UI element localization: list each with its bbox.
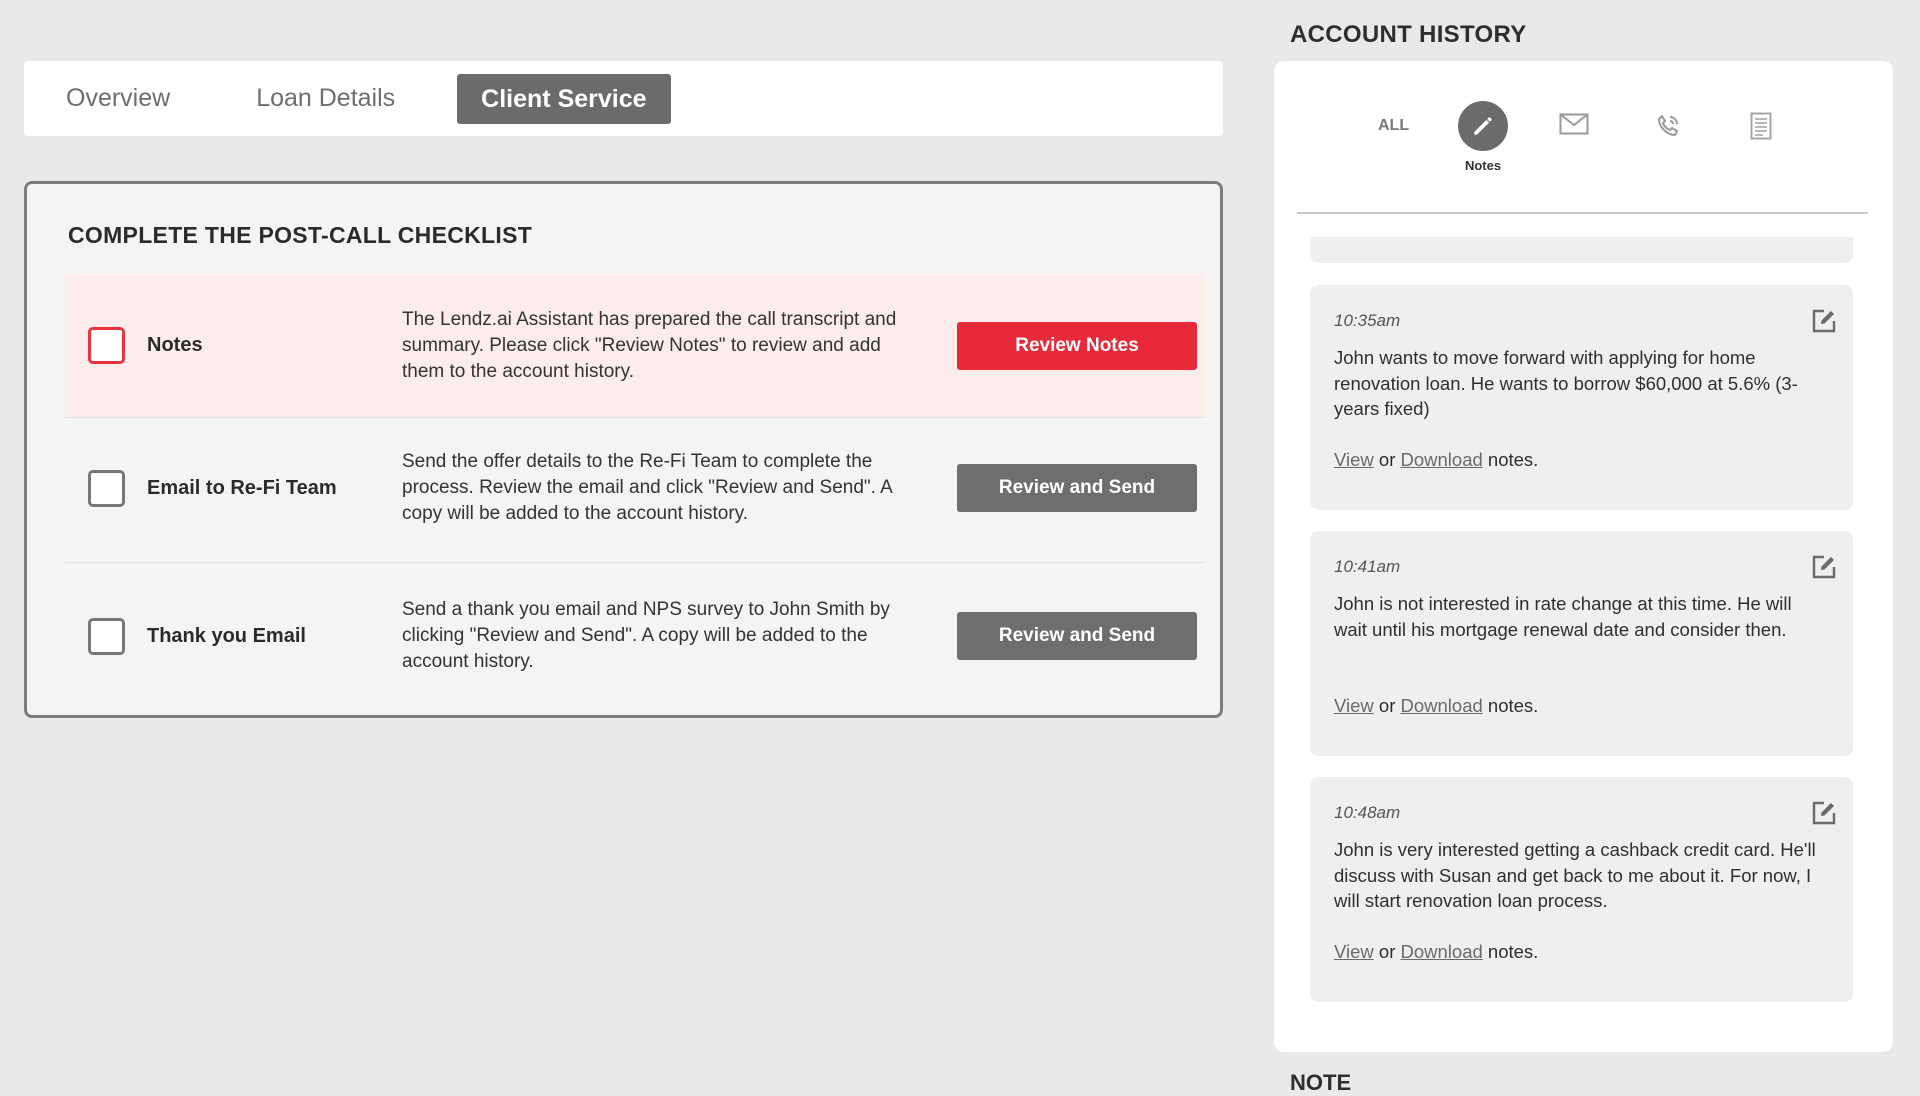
note-text: John is very interested getting a cashback credit card. He'll discuss with Susan and get back to me about it. For now, I will start renovation loan process. — [1334, 839, 1816, 911]
notes-suffix: notes. — [1487, 941, 1539, 962]
checklist-title: COMPLETE THE POST-CALL CHECKLIST — [68, 222, 533, 248]
note-links — [1334, 449, 1538, 471]
review-notes-button[interactable]: Review Notes — [957, 322, 1197, 370]
mail-icon[interactable] — [1559, 113, 1589, 135]
checklist-item-notes — [65, 274, 1205, 417]
note-history-heading-partial: NOTE — [1290, 1070, 1352, 1095]
history-card-partial — [1310, 237, 1853, 263]
or-text: or — [1378, 941, 1396, 962]
history-note-card — [1310, 531, 1853, 756]
edit-icon[interactable] — [1810, 553, 1838, 581]
view-link[interactable]: View — [1334, 941, 1374, 962]
email-refi-checkbox[interactable] — [88, 470, 125, 507]
pencil-icon — [1458, 101, 1508, 151]
filter-all[interactable]: ALL — [1378, 117, 1410, 134]
review-and-send-refi-button[interactable]: Review and Send — [957, 464, 1197, 512]
checklist-item-label: Notes — [147, 334, 203, 356]
notes-suffix: notes. — [1487, 449, 1539, 470]
notes-checkbox[interactable] — [88, 327, 125, 364]
document-icon[interactable] — [1750, 112, 1772, 140]
review-and-send-thank-you-button[interactable]: Review and Send — [957, 612, 1197, 660]
account-history-heading: ACCOUNT HISTORY — [1290, 21, 1527, 48]
note-time: 10:35am — [1334, 311, 1401, 330]
or-text: or — [1378, 695, 1396, 716]
tab-client-service[interactable]: Client Service — [457, 74, 670, 124]
note-text: John is not interested in rate change at this time. He will wait until his mortgage renewal date and consider then. — [1334, 593, 1792, 640]
tab-loan-details[interactable]: Loan Details — [256, 84, 396, 112]
filter-notes[interactable] — [1453, 101, 1513, 173]
filter-notes-label: Notes — [1464, 158, 1502, 173]
filter-divider — [1297, 212, 1868, 214]
checklist-item-email-refi — [65, 418, 1205, 558]
checklist-item-thank-you-email — [65, 563, 1205, 709]
checklist-item-description: Send a thank you email and NPS survey to John Smith by clicking "Review and Send". A copy will be added to the account history. — [402, 599, 890, 672]
account-history-panel — [1274, 61, 1893, 1052]
notes-suffix: notes. — [1487, 695, 1539, 716]
tab-bar — [24, 61, 1223, 136]
history-filter-bar — [1274, 61, 1893, 213]
download-link[interactable]: Download — [1400, 941, 1483, 962]
checklist-item-description: Send the offer details to the Re-Fi Team to complete the process. Review the email and click "Review and Send". A copy will be added to the account history. — [402, 451, 892, 524]
thank-you-email-checkbox[interactable] — [88, 618, 125, 655]
edit-icon[interactable] — [1810, 307, 1838, 335]
note-links — [1334, 695, 1538, 717]
note-time: 10:41am — [1334, 557, 1401, 576]
download-link[interactable]: Download — [1400, 695, 1483, 716]
note-links — [1334, 941, 1538, 963]
history-list[interactable] — [1310, 237, 1853, 1052]
checklist-item-description: The Lendz.ai Assistant has prepared the call transcript and summary. Please click "Review Notes" to review and add them to the account history. — [402, 308, 897, 382]
or-text: or — [1378, 449, 1396, 470]
history-note-card — [1310, 285, 1853, 510]
note-text: John wants to move forward with applying for home renovation loan. He wants to borrow $60,000 at 5.6% (3-years fixed) — [1334, 347, 1798, 419]
note-time: 10:48am — [1334, 803, 1401, 822]
view-link[interactable]: View — [1334, 449, 1374, 470]
tab-overview[interactable]: Overview — [66, 84, 171, 112]
history-note-card — [1310, 777, 1853, 1002]
edit-icon[interactable] — [1810, 799, 1838, 827]
post-call-checklist — [24, 181, 1223, 718]
phone-icon[interactable] — [1654, 112, 1682, 140]
checklist-item-label: Email to Re-Fi Team — [147, 476, 337, 499]
view-link[interactable]: View — [1334, 695, 1374, 716]
download-link[interactable]: Download — [1400, 449, 1483, 470]
checklist-item-label: Thank you Email — [147, 624, 306, 647]
